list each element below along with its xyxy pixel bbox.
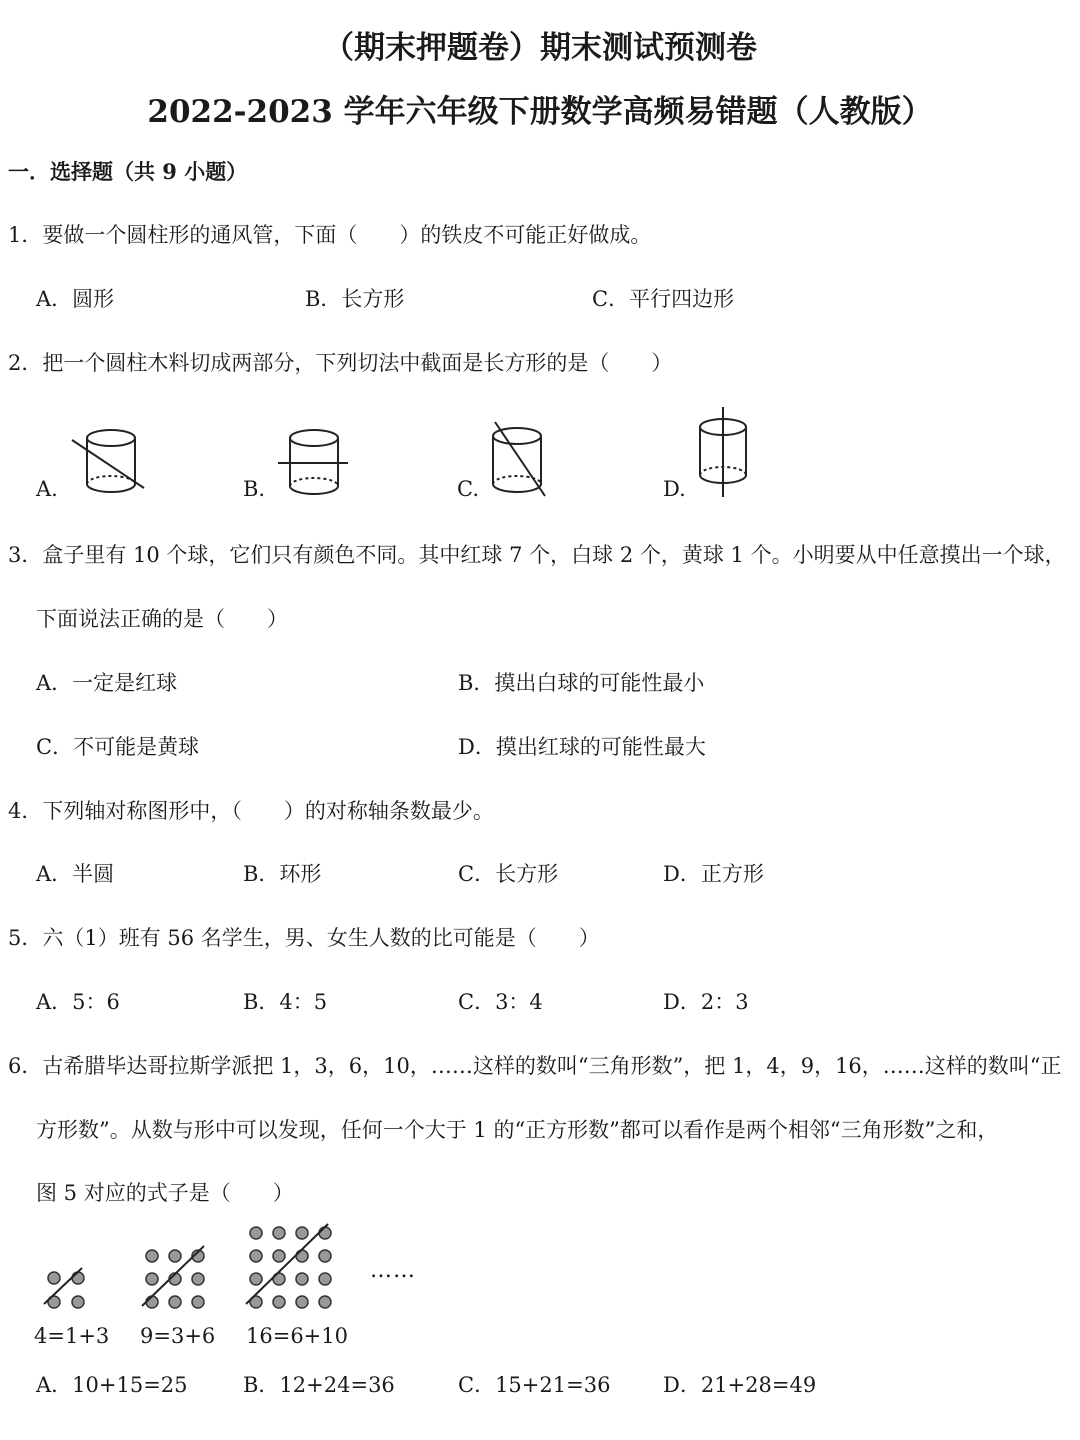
question-5-option-d: D．2：3: [663, 990, 749, 1014]
cylinder-diagonal-cut-figure-a: [66, 424, 156, 500]
question-4-option-a: A．半圆: [36, 862, 115, 886]
question-6-option-d: D．21+28=49: [663, 1373, 817, 1397]
figure-equation-4: 4=1+3: [34, 1324, 110, 1348]
question-6-text-line-3: 图 5 对应的式子是（ ）: [36, 1181, 294, 1205]
question-1-option-c: C．平行四边形: [592, 287, 735, 311]
question-4-text: 4．下列轴对称图形中，（ ）的对称轴条数最少。: [8, 799, 494, 823]
cylinder-vertical-cut-figure-d: [694, 405, 754, 499]
cylinder-horizontal-cut-figure-b: [276, 426, 352, 500]
question-6-text-line-2: 方形数”。从数与形中可以发现，任何一个大于 1 的“正方形数”都可以看作是两个相邻“三角形数”之和，: [36, 1118, 999, 1142]
question-2-label-d: D.: [663, 477, 686, 501]
question-4-option-d: D．正方形: [663, 862, 764, 886]
question-2-label-a: A.: [36, 477, 58, 501]
question-5-option-a: A．5：6: [36, 990, 120, 1014]
question-2-label-b: B.: [243, 477, 266, 501]
question-6-text-line-1: 6．古希腊毕达哥拉斯学派把 1，3，6，10，……这样的数叫“三角形数”，把 1，4，9，16，……这样的数叫“正: [8, 1054, 1062, 1078]
question-1-option-b: B．长方形: [305, 287, 405, 311]
title-line-2: 2022-2023 学年六年级下册数学高频易错题（人教版）: [147, 94, 933, 130]
figure-equation-16: 16=6+10: [246, 1324, 348, 1348]
section-heading: 一．选择题（共 9 小题）: [8, 159, 248, 184]
question-2-label-c: C.: [457, 477, 479, 501]
question-5-option-c: C．3：4: [458, 990, 543, 1014]
question-3-option-c: C．不可能是黄球: [36, 735, 200, 759]
question-5-text: 5．六（1）班有 56 名学生，男、女生人数的比可能是（ ）: [8, 926, 600, 950]
question-1-option-a: A．圆形: [36, 287, 115, 311]
question-6-option-c: C．15+21=36: [458, 1373, 611, 1397]
figure-equation-9: 9=3+6: [140, 1324, 216, 1348]
question-4-option-b: B．环形: [243, 862, 322, 886]
question-4-option-c: C．长方形: [458, 862, 559, 886]
dot-square-4x4-figure: [244, 1220, 340, 1316]
dot-square-2x2-figure: [40, 1264, 92, 1316]
question-6-option-b: B．12+24=36: [243, 1373, 395, 1397]
figure-continuation-ellipsis: ……: [370, 1258, 416, 1283]
question-3-text-line-1: 3．盒子里有 10 个球，它们只有颜色不同。其中红球 7 个，白球 2 个，黄球 1 个。小明要从中任意摸出一个球，: [8, 543, 1066, 567]
title-line-1: （期末押题卷）期末测试预测卷: [323, 30, 757, 66]
cylinder-steep-diagonal-cut-figure-c: [485, 418, 551, 500]
question-3-option-b: B．摸出白球的可能性最小: [458, 671, 705, 695]
question-3-option-d: D．摸出红球的可能性最大: [458, 735, 706, 759]
question-3-option-a: A．一定是红球: [36, 671, 178, 695]
question-1-text: 1．要做一个圆柱形的通风管，下面（ ）的铁皮不可能正好做成。: [8, 223, 652, 247]
dot-square-3x3-figure: [138, 1240, 212, 1316]
question-5-option-b: B．4：5: [243, 990, 328, 1014]
question-3-text-line-2: 下面说法正确的是（ ）: [36, 607, 288, 631]
question-6-option-a: A．10+15=25: [36, 1373, 188, 1397]
question-2-text: 2．把一个圆柱木料切成两部分，下列切法中截面是长方形的是（ ）: [8, 351, 673, 375]
